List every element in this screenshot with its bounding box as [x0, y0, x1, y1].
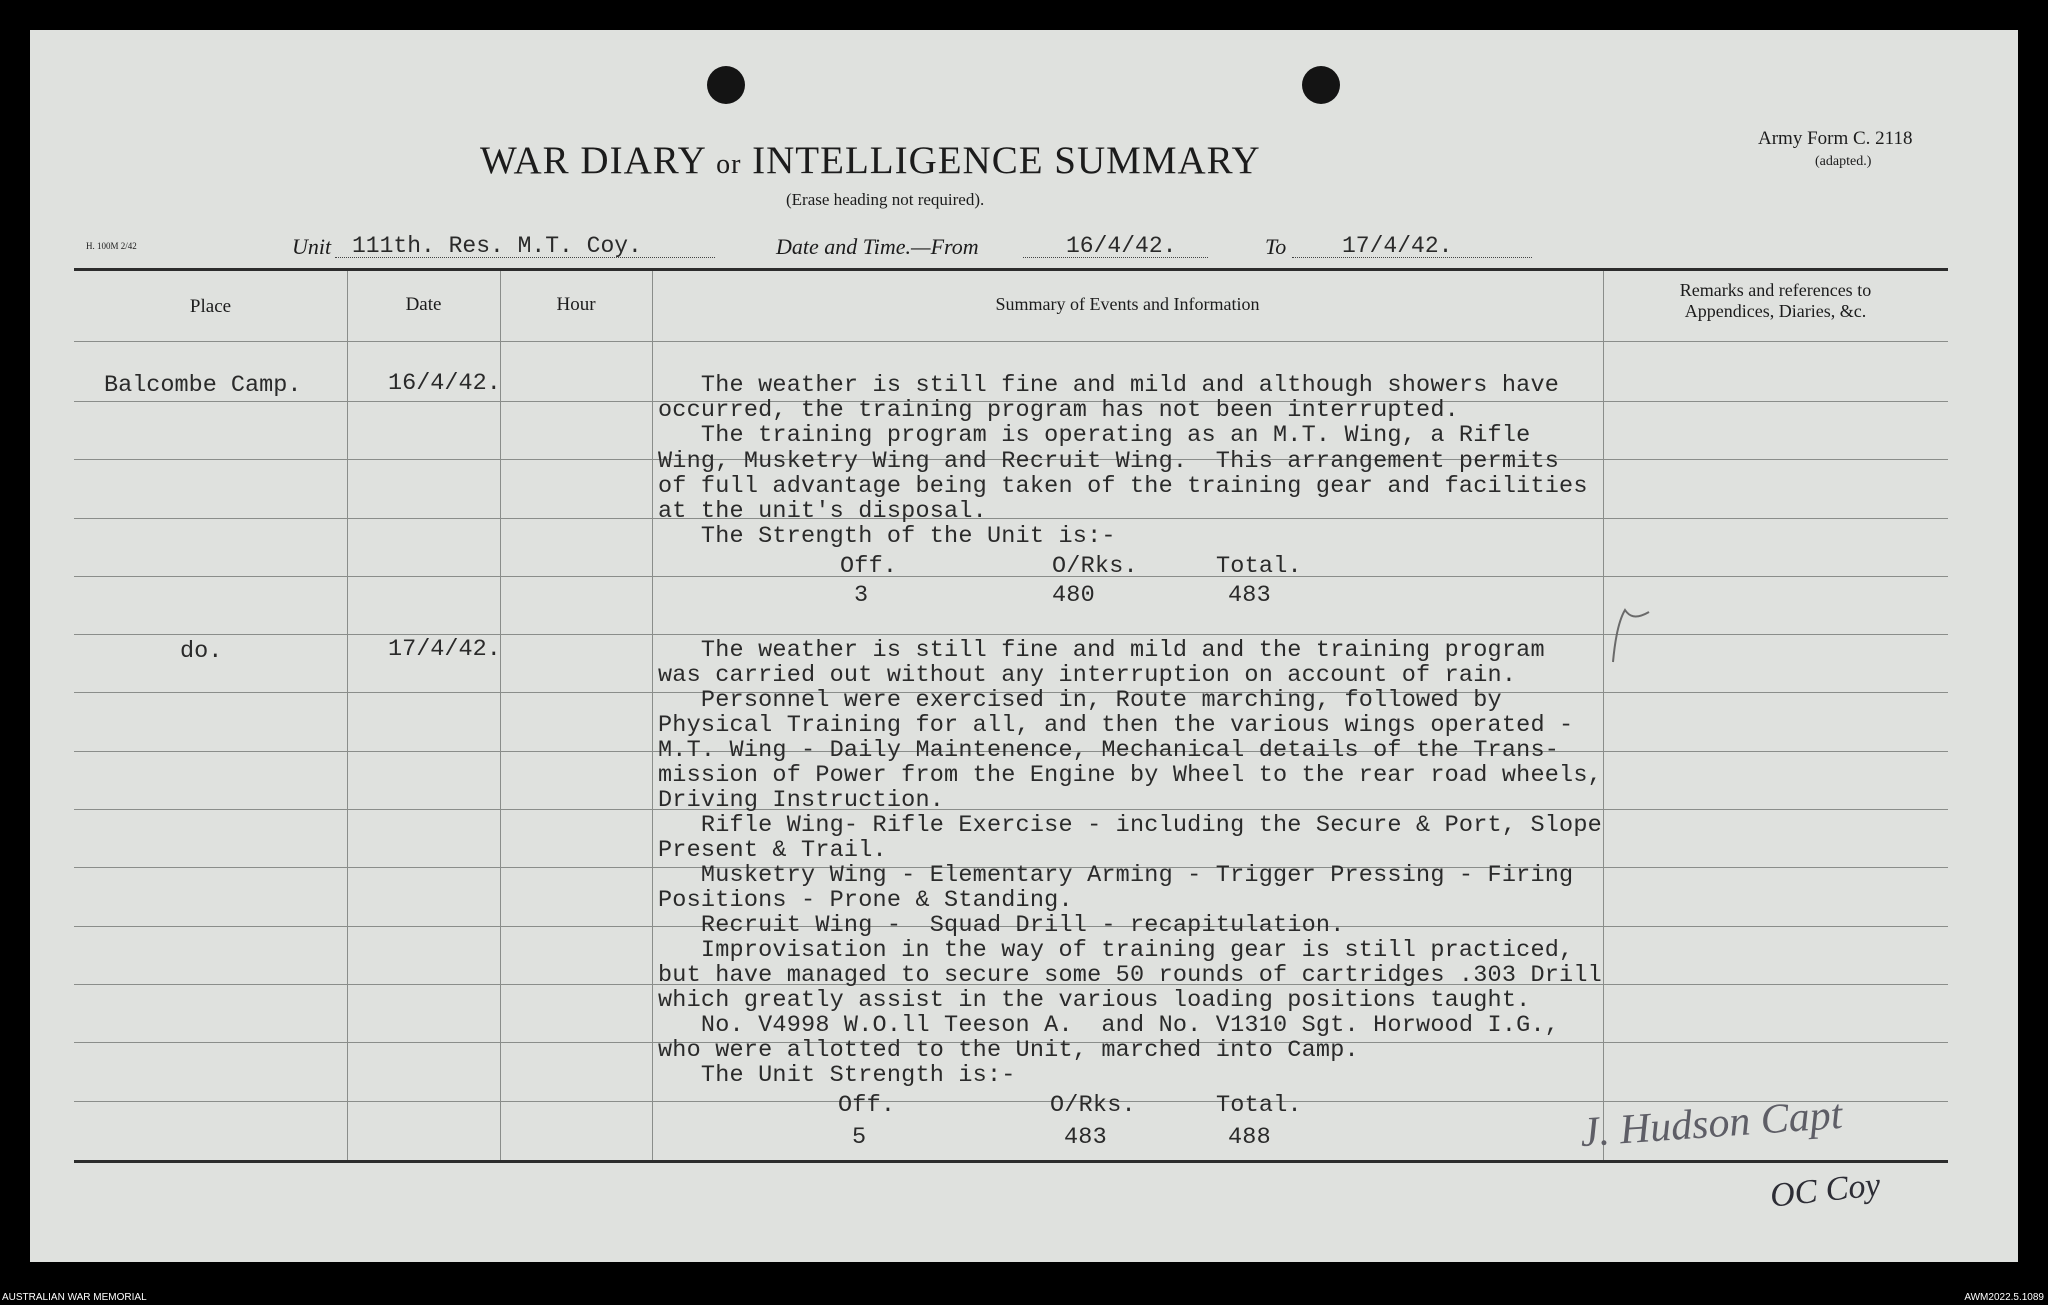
column-header-summary: Summary of Events and Information [995, 294, 1260, 314]
column-header-hour: Hour [556, 294, 596, 315]
entry-date: 17/4/42. [388, 636, 501, 663]
strength-val-total: 483 [1228, 582, 1271, 609]
entry2-line-18: The Unit Strength is:- [658, 1062, 1016, 1089]
strength-head-orks: O/Rks. [1050, 1092, 1136, 1119]
column-header-place: Place [189, 296, 232, 317]
strength-head-total: Total. [1216, 1092, 1302, 1119]
entry2-line-5: M.T. Wing - Daily Maintenence, Mechanical details of the Trans- [658, 737, 1560, 764]
entry2-line-14: but have managed to secure some 50 rounds of cartridges .303 Drill [658, 962, 1602, 989]
date-to-label: To [1265, 234, 1287, 259]
strength-val-total: 488 [1228, 1124, 1271, 1151]
entry1-line-2: occurred, the training program has not been interrupted. [658, 397, 1459, 424]
strength-val-orks: 480 [1052, 582, 1095, 609]
diary-page [30, 30, 2018, 1262]
entry-place: Balcombe Camp. [104, 372, 302, 399]
entry2-line-12: Recruit Wing - Squad Drill - recapitulation. [658, 912, 1345, 939]
column-header-date: Date [405, 294, 442, 315]
army-form-number: Army Form C. 2118 [1758, 128, 1913, 149]
entry2-line-2: was carried out without any interruption on account of rain. [658, 662, 1517, 689]
page-title: WAR DIARY or INTELLIGENCE SUMMARY [480, 139, 1261, 182]
entry2-line-9: Present & Trail. [658, 837, 887, 864]
column-header-remarks-line2: Appendices, Diaries, &c. [1684, 301, 1867, 321]
signature-name: J. Hudson Capt [1578, 1091, 1844, 1157]
pencil-tick-mark [1605, 600, 1665, 670]
entry2-line-13: Improvisation in the way of training gear is still practiced, [658, 937, 1574, 964]
strength-head-orks: O/Rks. [1052, 553, 1138, 580]
entry1-line-3: The training program is operating as an M.T. Wing, a Rifle [658, 422, 1531, 449]
strength-head-off: Off. [838, 1092, 896, 1119]
strength-val-off: 5 [852, 1124, 867, 1151]
entry2-line-8: Rifle Wing- Rifle Exercise - including the Secure & Port, Slope [658, 812, 1602, 839]
entry1-line-7: The Strength of the Unit is:- [658, 523, 1116, 550]
date-from-label: Date and Time.—From [776, 234, 979, 259]
entry-place: do. [180, 638, 223, 665]
punch-hole-right [1302, 66, 1340, 104]
archive-footer [0, 1292, 2048, 1305]
entry2-line-15: which greatly assist in the various loading positions taught. [658, 987, 1531, 1014]
strength-head-off: Off. [840, 553, 898, 580]
entry2-line-16: No. V4998 W.O.ll Teeson A. and No. V1310 Sgt. Horwood I.G., [658, 1012, 1560, 1039]
entry1-line-5: of full advantage being taken of the training gear and facilities [658, 473, 1588, 500]
entry1-line-4: Wing, Musketry Wing and Recruit Wing. This arrangement permits [658, 448, 1560, 475]
entry2-line-3: Personnel were exercised in, Route marching, followed by [658, 687, 1502, 714]
army-form-adapted: (adapted.) [1815, 154, 1872, 169]
entry2-line-7: Driving Instruction. [658, 787, 945, 814]
entry2-line-17: who were allotted to the Unit, marched into Camp. [658, 1037, 1359, 1064]
archive-name: AUSTRALIAN WAR MEMORIAL [2, 1292, 147, 1303]
signature-role: OC Coy [1768, 1166, 1883, 1215]
entry2-line-10: Musketry Wing - Elementary Arming - Trigger Pressing - Firing [658, 862, 1574, 889]
entry2-line-4: Physical Training for all, and then the various wings operated - [658, 712, 1574, 739]
page-subtitle: (Erase heading not required). [786, 190, 985, 209]
entry-date: 16/4/42. [388, 370, 501, 397]
unit-value: 111th. Res. M.T. Coy. [352, 233, 642, 259]
strength-head-total: Total. [1216, 553, 1302, 580]
date-from-value: 16/4/42. [1066, 233, 1177, 259]
table-top-rule [74, 268, 1948, 271]
strength-val-off: 3 [854, 582, 869, 609]
archive-reference: AWM2022.5.1089 [1964, 1292, 2044, 1303]
entry1-line-1: The weather is still fine and mild and although showers have [658, 372, 1560, 399]
entry2-line-6: mission of Power from the Engine by Wheel to the rear road wheels, [658, 762, 1602, 789]
print-code: H. 100M 2/42 [86, 241, 137, 251]
strength-val-orks: 483 [1064, 1124, 1107, 1151]
unit-label: Unit [292, 234, 332, 259]
entry2-line-1: The weather is still fine and mild and the training program [658, 637, 1545, 664]
entry1-line-6: at the unit's disposal. [658, 498, 987, 525]
column-header-remarks-line1: Remarks and references to [1679, 280, 1872, 300]
punch-hole-left [707, 66, 745, 104]
signature [1570, 1091, 1970, 1234]
entry2-line-11: Positions - Prone & Standing. [658, 887, 1073, 914]
date-to-value: 17/4/42. [1342, 233, 1453, 259]
